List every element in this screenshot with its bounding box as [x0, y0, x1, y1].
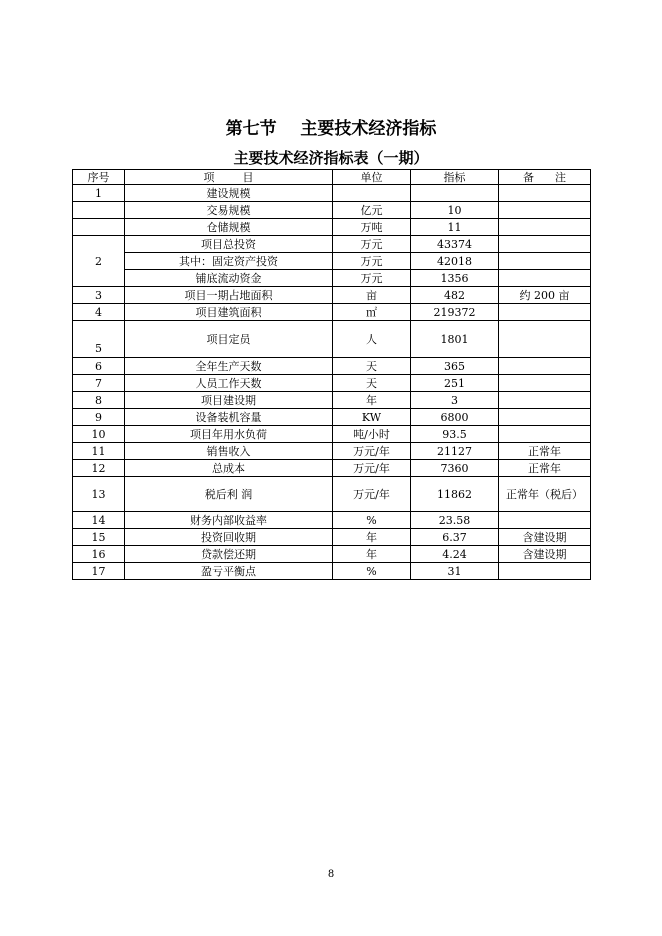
cell-value: 11862	[411, 477, 499, 512]
cell-unit: %	[333, 563, 411, 580]
table-row	[73, 409, 591, 426]
cell-seq: 11	[73, 443, 125, 460]
cell-unit: 吨/小时	[333, 426, 411, 443]
cell-note	[499, 253, 591, 270]
cell-unit: 亩	[333, 287, 411, 304]
cell-value: 42018	[411, 253, 499, 270]
cell-unit: 万元/年	[333, 443, 411, 460]
table-row	[73, 304, 591, 321]
table-row	[73, 202, 591, 219]
cell-value: 4.24	[411, 546, 499, 563]
table-row	[73, 426, 591, 443]
cell-seq: 10	[73, 426, 125, 443]
table-header-row	[73, 170, 591, 185]
cell-note	[499, 304, 591, 321]
table-row	[73, 563, 591, 580]
cell-item: 项目建筑面积	[125, 304, 333, 321]
cell-unit: 亿元	[333, 202, 411, 219]
table-row	[73, 287, 591, 304]
table-row	[73, 185, 591, 202]
cell-item: 全年生产天数	[125, 358, 333, 375]
table-row	[73, 253, 591, 270]
cell-note	[499, 185, 591, 202]
cell-value: 23.58	[411, 512, 499, 529]
cell-seq: 15	[73, 529, 125, 546]
cell-value: 6.37	[411, 529, 499, 546]
cell-value: 93.5	[411, 426, 499, 443]
header-seq: 序号	[73, 170, 125, 185]
cell-unit: 万元/年	[333, 460, 411, 477]
table-row	[73, 321, 591, 358]
table-row	[73, 546, 591, 563]
cell-item: 其中：固定资产投资	[125, 253, 333, 270]
table-row	[73, 477, 591, 512]
cell-unit: 年	[333, 546, 411, 563]
cell-seq: 6	[73, 358, 125, 375]
cell-item: 项目定员	[125, 321, 333, 358]
cell-seq: 4	[73, 304, 125, 321]
cell-unit: 年	[333, 392, 411, 409]
cell-note	[499, 358, 591, 375]
cell-item: 税后利 润	[125, 477, 333, 512]
cell-item: 设备装机容量	[125, 409, 333, 426]
header-item: 项 目	[125, 170, 333, 185]
table-row	[73, 443, 591, 460]
cell-note	[499, 512, 591, 529]
cell-item: 贷款偿还期	[125, 546, 333, 563]
section-title: 第七节 主要技术经济指标	[225, 119, 437, 139]
table-row	[73, 375, 591, 392]
table-row	[73, 219, 591, 236]
cell-seq: 5	[73, 321, 125, 358]
cell-unit: 万元	[333, 236, 411, 253]
cell-unit: 万吨	[333, 219, 411, 236]
cell-seq: 1	[73, 185, 125, 202]
cell-item: 人员工作天数	[125, 375, 333, 392]
cell-value: 43374	[411, 236, 499, 253]
cell-value: 21127	[411, 443, 499, 460]
cell-unit: %	[333, 512, 411, 529]
cell-unit	[333, 185, 411, 202]
cell-unit: 天	[333, 358, 411, 375]
cell-value	[411, 185, 499, 202]
cell-seq: 8	[73, 392, 125, 409]
cell-note	[499, 321, 591, 358]
cell-note: 正常年（税后）	[499, 477, 591, 512]
cell-value: 1801	[411, 321, 499, 358]
cell-item: 项目总投资	[125, 236, 333, 253]
cell-unit: 万元	[333, 253, 411, 270]
cell-value: 11	[411, 219, 499, 236]
cell-seq: 17	[73, 563, 125, 580]
cell-seq	[73, 219, 125, 236]
cell-value: 482	[411, 287, 499, 304]
cell-unit: 天	[333, 375, 411, 392]
cell-note	[499, 236, 591, 253]
cell-seq: 2	[73, 236, 125, 287]
cell-unit: ㎡	[333, 304, 411, 321]
page-number: 8	[327, 869, 335, 880]
cell-seq: 14	[73, 512, 125, 529]
cell-note	[499, 426, 591, 443]
header-value: 指标	[411, 170, 499, 185]
table-row	[73, 236, 591, 253]
cell-unit: 万元/年	[333, 477, 411, 512]
indicators-table	[72, 169, 591, 580]
table-title: 主要技术经济指标表（一期）	[233, 149, 429, 167]
cell-value: 365	[411, 358, 499, 375]
table-row	[73, 270, 591, 287]
cell-item: 项目建设期	[125, 392, 333, 409]
cell-seq: 16	[73, 546, 125, 563]
table-row	[73, 512, 591, 529]
cell-item: 建设规模	[125, 185, 333, 202]
cell-seq: 7	[73, 375, 125, 392]
table-row	[73, 392, 591, 409]
cell-item: 盈亏平衡点	[125, 563, 333, 580]
cell-seq	[73, 202, 125, 219]
cell-seq: 9	[73, 409, 125, 426]
cell-note	[499, 375, 591, 392]
cell-item: 总成本	[125, 460, 333, 477]
cell-item: 交易规模	[125, 202, 333, 219]
cell-unit: 万元	[333, 270, 411, 287]
cell-note: 约 200 亩	[499, 287, 591, 304]
cell-note: 含建设期	[499, 529, 591, 546]
cell-item: 财务内部收益率	[125, 512, 333, 529]
cell-seq: 12	[73, 460, 125, 477]
cell-item: 仓储规模	[125, 219, 333, 236]
cell-note	[499, 392, 591, 409]
cell-item: 投资回收期	[125, 529, 333, 546]
cell-value: 219372	[411, 304, 499, 321]
cell-note	[499, 409, 591, 426]
header-unit: 单位	[333, 170, 411, 185]
cell-item: 项目年用水负荷	[125, 426, 333, 443]
cell-item: 销售收入	[125, 443, 333, 460]
cell-note	[499, 202, 591, 219]
table-row	[73, 529, 591, 546]
cell-note: 含建设期	[499, 546, 591, 563]
cell-value: 1356	[411, 270, 499, 287]
cell-note: 正常年	[499, 460, 591, 477]
cell-item: 铺底流动资金	[125, 270, 333, 287]
cell-unit: 人	[333, 321, 411, 358]
cell-seq: 3	[73, 287, 125, 304]
cell-value: 10	[411, 202, 499, 219]
cell-note	[499, 563, 591, 580]
header-note: 备 注	[499, 170, 591, 185]
table-row	[73, 460, 591, 477]
cell-value: 7360	[411, 460, 499, 477]
cell-note: 正常年	[499, 443, 591, 460]
cell-value: 31	[411, 563, 499, 580]
cell-seq: 13	[73, 477, 125, 512]
cell-value: 251	[411, 375, 499, 392]
cell-unit: KW	[333, 409, 411, 426]
cell-value: 6800	[411, 409, 499, 426]
cell-unit: 年	[333, 529, 411, 546]
table-row	[73, 358, 591, 375]
cell-note	[499, 270, 591, 287]
cell-item: 项目一期占地面积	[125, 287, 333, 304]
cell-value: 3	[411, 392, 499, 409]
cell-note	[499, 219, 591, 236]
